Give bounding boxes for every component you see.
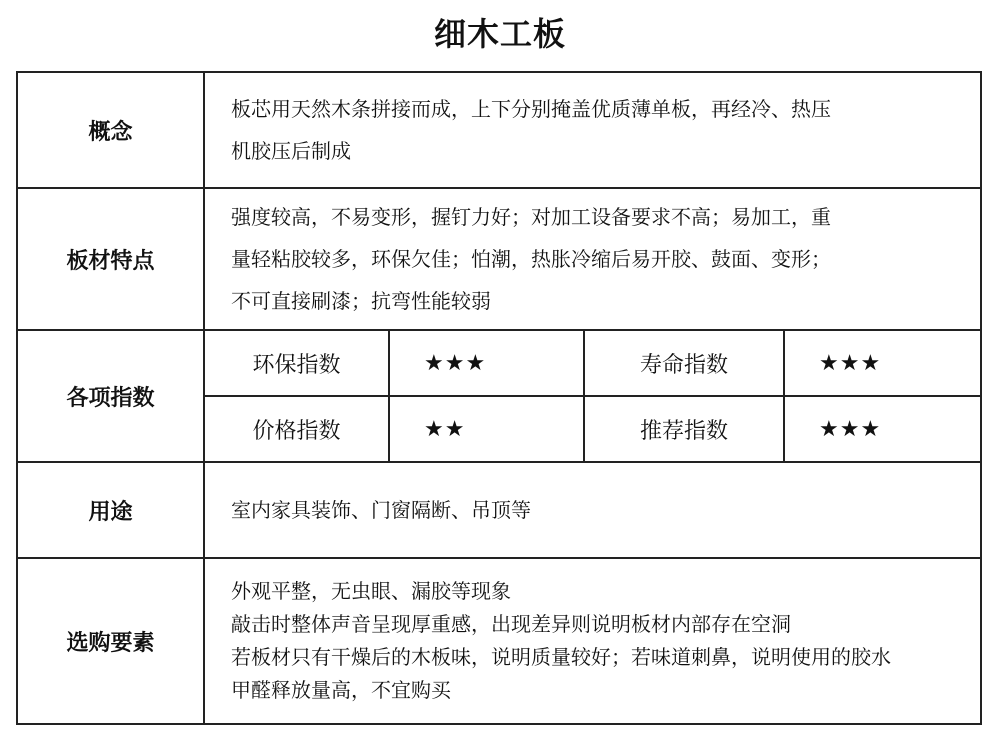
page-title: 细木工板 [433, 15, 566, 53]
concept-line: 机胶压后制成 [231, 139, 351, 163]
index-name-environment: 环保指数 [204, 330, 389, 396]
buying-text [204, 558, 981, 724]
row-label-buying: 选购要素 [17, 558, 204, 724]
features-line: 量轻粘胶较多，环保欠佳；怕潮，热胀冷缩后易开胶、鼓面、变形； [231, 247, 831, 271]
row-label-indices: 各项指数 [17, 330, 204, 462]
star-rating-lifespan: ★★★ [784, 330, 981, 396]
spec-table [16, 71, 982, 725]
index-name-lifespan: 寿命指数 [584, 330, 784, 396]
buying-line: 外观平整，无虫眼、漏胶等现象 [231, 579, 511, 603]
row-label-features: 板材特点 [17, 188, 204, 330]
row-label-concept: 概念 [17, 72, 204, 188]
features-line: 不可直接刷漆；抗弯性能较弱 [231, 289, 491, 313]
table-row-buying [17, 558, 981, 724]
buying-line: 甲醛释放量高，不宜购买 [231, 678, 451, 702]
concept-line: 板芯用天然木条拼接而成，上下分别掩盖优质薄单板，再经冷、热压 [231, 97, 831, 121]
table-row-features [17, 188, 981, 330]
table-row-indices-1 [17, 330, 981, 396]
features-text [204, 188, 981, 330]
index-name-recommend: 推荐指数 [584, 396, 784, 462]
star-rating-environment: ★★★ [389, 330, 584, 396]
row-label-usage: 用途 [17, 462, 204, 558]
buying-line: 敲击时整体声音呈现厚重感，出现差异则说明板材内部存在空洞 [231, 612, 791, 636]
star-rating-recommend: ★★★ [784, 396, 981, 462]
star-rating-price: ★★ [389, 396, 584, 462]
buying-line: 若板材只有干燥后的木板味，说明质量较好；若味道刺鼻，说明使用的胶水 [231, 645, 891, 669]
index-name-price: 价格指数 [204, 396, 389, 462]
usage-text: 室内家具装饰、门窗隔断、吊顶等 [204, 462, 981, 558]
concept-text [204, 72, 981, 188]
table-row-concept [17, 72, 981, 188]
table-row-usage [17, 462, 981, 558]
features-line: 强度较高，不易变形，握钉力好；对加工设备要求不高；易加工，重 [231, 205, 831, 229]
